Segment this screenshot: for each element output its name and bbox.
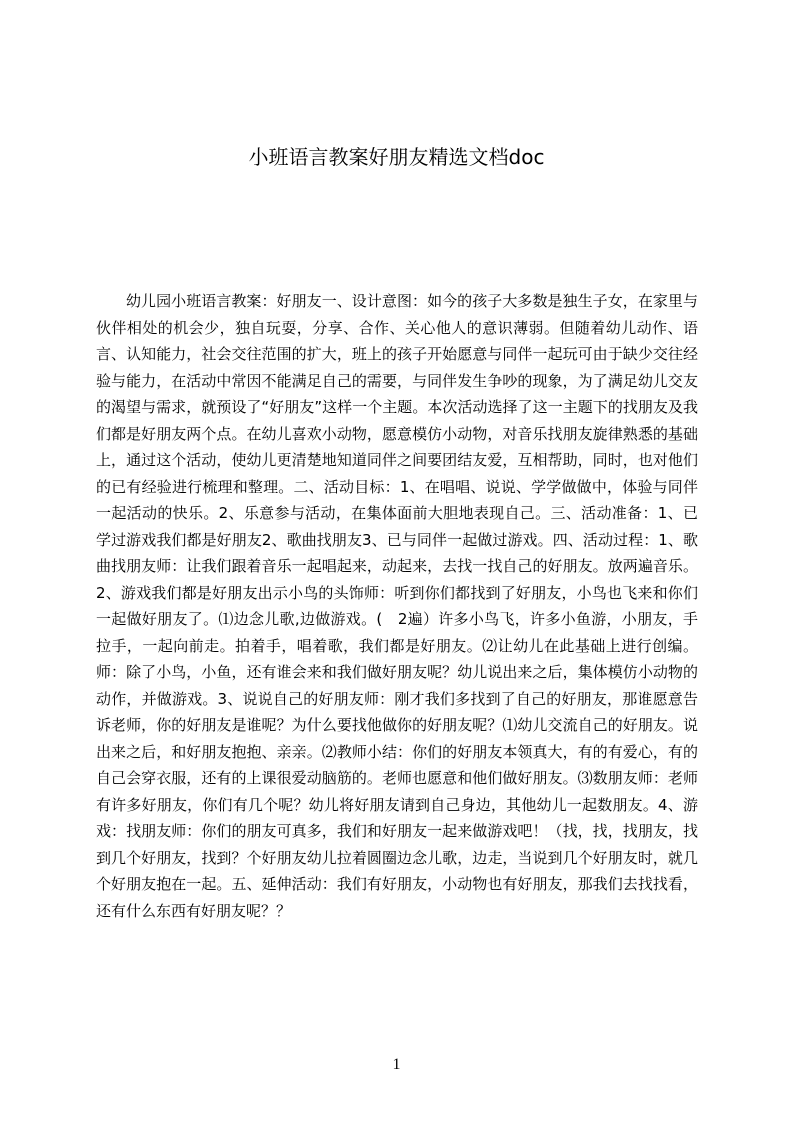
- document-body-paragraph: 幼儿园小班语言教案：好朋友一、设计意图：如今的孩子大多数是独生子女，在家里与伙伴相处的机会少，独自玩耍，分享、合作、关心他人的意识薄弱。但随着幼儿动作、语言、认知能力，社会交往范围的扩大，班上的孩子开始愿意与同伴一起玩可由于缺少交往经验与能力，在活动中常因不能满足自己的需要，与同伴发生争吵的现象，为了满足幼儿交友的渴望与需求，就预设了“好朋友”这样一个主题。本次活动选择了这一主题下的找朋友及我们都是好朋友两个点。在幼儿喜欢小动物，愿意模仿小动物，对音乐找朋友旋律熟悉的基础上，通过这个活动，使幼儿更清楚地知道同伴之间要团结友爱，互相帮助，同时，也对他们的已有经验进行梳理和整理。二、活动目标：1、在唱唱、说说、学学做做中，体验与同伴一起活动的快乐。2、乐意参与活动，在集体面前大胆地表现自己。三、活动准备：1、已学过游戏我们都是好朋友2、歌曲找朋友3、已与同伴一起做过游戏。四、活动过程：1、歌曲找朋友师：让我们跟着音乐一起唱起来，动起来，去找一找自己的好朋友。放两遍音乐。2、游戏我们都是好朋友出示小鸟的头饰师：听到你们都找到了好朋友，小鸟也飞来和你们一起做好朋友了。⑴边念儿歌,边做游戏。( 2遍）许多小鸟飞，许多小鱼游，小朋友，手拉手，一起向前走。拍着手，唱着歌，我们都是好朋友。⑵让幼儿在此基础上进行创编。师：除了小鸟，小鱼，还有谁会来和我们做好朋友呢？幼儿说出来之后，集体模仿小动物的动作，并做游戏。3、说说自己的好朋友师：刚才我们多找到了自己的好朋友，那谁愿意告诉老师，你的好朋友是谁呢？为什么要找他做你的好朋友呢？⑴幼儿交流自己的好朋友。说出来之后，和好朋友抱抱、亲亲。⑵教师小结：你们的好朋友本领真大，有的有爱心，有的自己会穿衣服，还有的上课很爱动脑筋的。老师也愿意和他们做好朋友。⑶数朋友师：老师有许多好朋友，你们有几个呢？幼儿将好朋友请到自己身边，其他幼儿一起数朋友。4、游戏：找朋友师：你们的朋友可真多，我们和好朋友一起来做游戏吧！（找，找，找朋友，找到几个好朋友，找到？个好朋友幼儿拉着圆圈边念儿歌，边走，当说到几个好朋友时，就几个好朋友抱在一起。五、延伸活动：我们有好朋友，小动物也有好朋友，那我们去找找看，还有什么东西有好朋友呢？？: [96, 292, 698, 920]
- page-number: 1: [392, 1056, 401, 1073]
- document-title: 小班语言教案好朋友精选文档doc: [248, 145, 545, 169]
